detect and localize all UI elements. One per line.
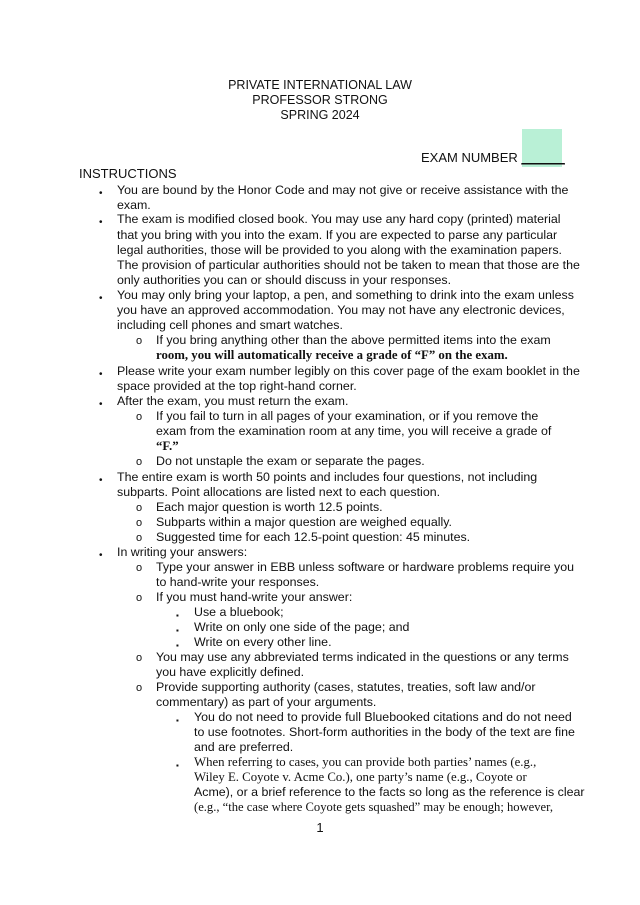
square-bullet-icon: ▪: [176, 641, 179, 650]
bullet-icon: •: [99, 188, 103, 199]
instruction-authority-l2: commentary) as part of your arguments.: [156, 695, 377, 709]
instruction-exam-number-l2: space provided at the top right-hand corner.: [117, 379, 357, 393]
exam-number-field: [421, 150, 565, 166]
instruction-points-major: Each major question is worth 12.5 points.: [156, 500, 383, 514]
square-bullet-icon: ▪: [176, 761, 179, 770]
instruction-closed-book-l1: The exam is modified closed book. You may use any hard copy (printed) material: [117, 212, 561, 226]
bullet-icon: •: [99, 475, 103, 486]
instruction-items-penalty-l1: If you bring anything other than the above permitted items into the exam: [156, 333, 551, 347]
instruction-points-subparts: Subparts within a major question are weighed equally.: [156, 515, 452, 529]
instruction-closed-book-l3: legal authorities, those will be provided to you along with the examination papers.: [117, 243, 562, 257]
exam-number-blank: ______: [521, 150, 565, 165]
circle-bullet-icon: o: [136, 517, 143, 529]
instruction-citations-l1: You do not need to provide full Bluebooked citations and do not need: [194, 710, 572, 724]
instruction-citations-l2: to use footnotes. Short-form authorities in the body of the text are fine: [194, 725, 575, 739]
instruction-closed-book-l2: that you bring with you into the exam. If you are expected to parse any particular: [117, 228, 558, 242]
circle-bullet-icon: o: [136, 411, 143, 423]
circle-bullet-icon: o: [136, 652, 143, 664]
instruction-closed-book-l5: only authorities you can or should discuss in your responses.: [117, 273, 452, 287]
square-bullet-icon: ▪: [176, 611, 179, 620]
instruction-abbreviations-l1: You may use any abbreviated terms indicated in the questions or any terms: [156, 650, 569, 664]
instruction-writing: In writing your answers:: [117, 545, 248, 559]
instruction-items-l3: including cell phones and smart watches.: [117, 318, 343, 332]
bullet-icon: •: [99, 369, 103, 380]
instruction-citations-l3: and are preferred.: [194, 740, 294, 754]
circle-bullet-icon: o: [136, 532, 143, 544]
instructions-heading: INSTRUCTIONS: [79, 166, 177, 181]
instruction-one-side: Write on only one side of the page; and: [194, 620, 410, 634]
circle-bullet-icon: o: [136, 502, 143, 514]
circle-bullet-icon: o: [136, 456, 143, 468]
instruction-closed-book-l4: The provision of particular authorities should not be taken to mean that those are the: [117, 258, 580, 272]
instruction-other-line: Write on every other line.: [194, 635, 332, 649]
bullet-icon: •: [99, 550, 103, 561]
circle-bullet-icon: o: [136, 592, 143, 604]
circle-bullet-icon: o: [136, 335, 143, 347]
square-bullet-icon: ▪: [176, 716, 179, 725]
instruction-authority-l1: Provide supporting authority (cases, statutes, treaties, soft law and/or: [156, 680, 536, 694]
instruction-type-ebb-l2: to hand-write your responses.: [156, 575, 320, 589]
instruction-items-penalty-l2: room, you will automatically receive a grade of “F” on the exam.: [156, 348, 508, 362]
circle-bullet-icon: o: [136, 682, 143, 694]
instruction-cases-l3: Acme), or a brief reference to the facts so long as the reference is clear: [194, 785, 585, 799]
bullet-icon: •: [99, 293, 103, 304]
instruction-items-l1: You may only bring your laptop, a pen, and something to drink into the exam unless: [117, 288, 574, 302]
instruction-cases-l4: (e.g., “the case where Coyote gets squashed” may be enough; however,: [194, 800, 553, 814]
bullet-icon: •: [99, 399, 103, 410]
instruction-points-time: Suggested time for each 12.5-point question: 45 minutes.: [156, 530, 471, 544]
exam-term: SPRING 2024: [280, 108, 360, 122]
instruction-items-l2: you have an approved accommodation. You may not have any electronic devices,: [117, 303, 565, 317]
instruction-exam-number-l1: Please write your exam number legibly on this cover page of the exam booklet in the: [117, 364, 580, 378]
page-number: 1: [316, 820, 324, 835]
instruction-points-l1: The entire exam is worth 50 points and includes four questions, not including: [117, 470, 538, 484]
instruction-no-unstaple: Do not unstaple the exam or separate the pages.: [156, 454, 425, 468]
instruction-abbreviations-l2: you have explicitly defined.: [156, 665, 305, 679]
instruction-bluebook: Use a bluebook;: [194, 605, 284, 619]
instruction-type-ebb-l1: Type your answer in EBB unless software or hardware problems require you: [156, 560, 575, 574]
square-bullet-icon: ▪: [176, 626, 179, 635]
instruction-cases-l1: When referring to cases, you can provide both parties’ names (e.g.,: [194, 755, 537, 769]
instruction-cases-l2: Wiley E. Coyote v. Acme Co.), one party’s name (e.g., Coyote or: [194, 770, 527, 784]
circle-bullet-icon: o: [136, 562, 143, 574]
bullet-icon: •: [99, 217, 103, 228]
instruction-return-penalty-l1: If you fail to turn in all pages of your examination, or if you remove the: [156, 409, 539, 423]
instruction-points-l2: subparts. Point allocations are listed next to each question.: [117, 485, 441, 499]
instruction-return-penalty-l3: “F.”: [156, 439, 179, 453]
professor-name: PROFESSOR STRONG: [252, 93, 388, 107]
instruction-return-exam: After the exam, you must return the exam.: [117, 394, 349, 408]
exam-number-label: EXAM NUMBER: [421, 150, 518, 165]
instruction-return-penalty-l2: exam from the examination room at any time, you will receive a grade of: [156, 424, 552, 438]
instruction-honor-code-l1: You are bound by the Honor Code and may not give or receive assistance with the: [117, 183, 569, 197]
course-title: PRIVATE INTERNATIONAL LAW: [228, 78, 412, 92]
instruction-handwrite: If you must hand-write your answer:: [156, 590, 353, 604]
instruction-honor-code-l2: exam.: [117, 198, 151, 212]
